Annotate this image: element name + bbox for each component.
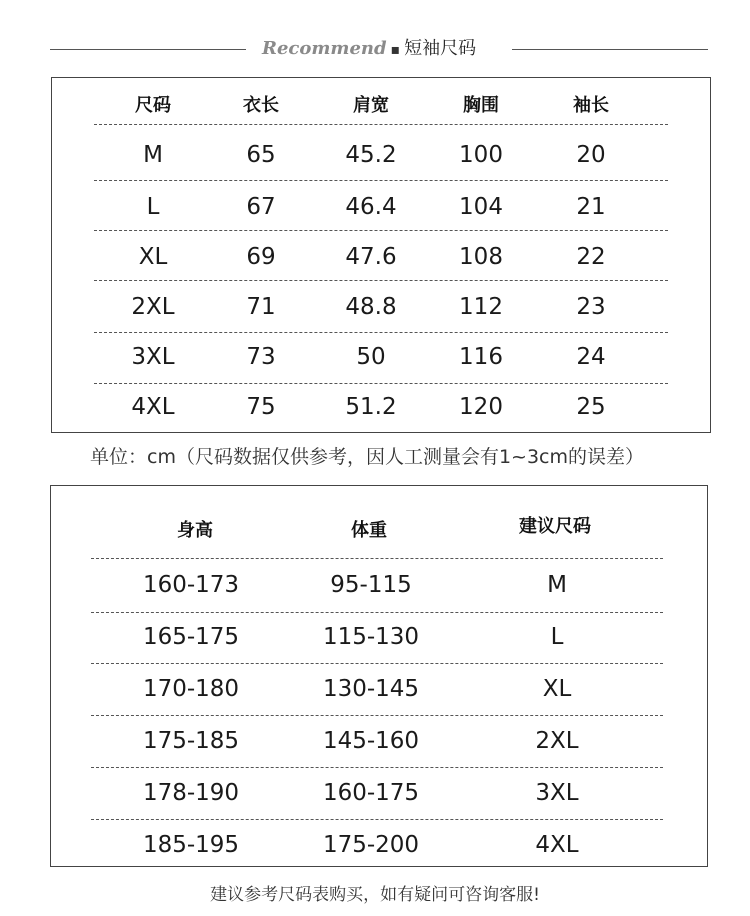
recommended-size-cell: 4XL [535, 832, 579, 858]
length-cell: 73 [246, 344, 276, 370]
purchase-advice: 建议参考尺码表购买，如有疑问可咨询客服! [210, 885, 540, 905]
length-cell: 75 [246, 394, 276, 420]
row-divider [91, 612, 663, 613]
chest-cell: 104 [459, 194, 503, 220]
size-cell: L [146, 194, 160, 220]
recommended-size-cell: 3XL [535, 780, 579, 806]
title-divider-left [50, 49, 246, 50]
size-cell: 3XL [131, 344, 175, 370]
chest-cell: 112 [459, 294, 503, 320]
shoulder-cell: 47.6 [345, 244, 397, 270]
length-cell: 67 [246, 194, 276, 220]
recommended-size-cell: 2XL [535, 728, 579, 754]
weight-cell: 175-200 [322, 832, 420, 858]
row-divider [94, 280, 668, 281]
row-divider [91, 558, 663, 559]
shoulder-cell: 50 [356, 344, 386, 370]
header-weight: 体重 [351, 520, 387, 541]
sleeve-cell: 23 [576, 294, 606, 320]
length-cell: 69 [246, 244, 276, 270]
header-size: 尺码 [135, 95, 171, 116]
sleeve-cell: 25 [576, 394, 606, 420]
sleeve-cell: 24 [576, 344, 606, 370]
chest-cell: 100 [459, 142, 503, 168]
title-row [0, 30, 750, 66]
weight-cell: 115-130 [322, 624, 420, 650]
row-divider [91, 767, 663, 768]
header-sleeve: 袖长 [573, 95, 609, 116]
length-cell: 71 [246, 294, 276, 320]
row-divider [94, 180, 668, 181]
title-divider-right [512, 49, 708, 50]
height-cell: 160-173 [142, 572, 240, 598]
height-cell: 185-195 [142, 832, 240, 858]
weight-cell: 130-145 [322, 676, 420, 702]
chest-cell: 108 [459, 244, 503, 270]
weight-cell: 160-175 [322, 780, 420, 806]
title-english: Recommend [262, 38, 387, 59]
page-title [262, 34, 476, 60]
title-separator: ▪ [390, 42, 401, 58]
size-table [51, 77, 711, 433]
row-divider [94, 383, 668, 384]
recommended-size-cell: L [550, 624, 564, 650]
title-chinese: 短袖尺码 [404, 38, 477, 59]
header-recommended-size: 建议尺码 [519, 516, 591, 537]
length-cell: 65 [246, 142, 276, 168]
recommended-size-cell: M [547, 572, 567, 598]
header-shoulder: 肩宽 [353, 95, 389, 116]
chest-cell: 120 [459, 394, 503, 420]
shoulder-cell: 45.2 [345, 142, 397, 168]
size-cell: XL [138, 244, 168, 270]
size-cell: M [143, 142, 163, 168]
header-chest: 胸围 [463, 95, 499, 116]
shoulder-cell: 51.2 [345, 394, 397, 420]
row-divider [91, 715, 663, 716]
sleeve-cell: 21 [576, 194, 606, 220]
header-length: 衣长 [243, 95, 279, 116]
chest-cell: 116 [459, 344, 503, 370]
row-divider [91, 819, 663, 820]
height-cell: 178-190 [142, 780, 240, 806]
height-cell: 170-180 [142, 676, 240, 702]
sleeve-cell: 20 [576, 142, 606, 168]
height-cell: 175-185 [142, 728, 240, 754]
row-divider [94, 332, 668, 333]
shoulder-cell: 48.8 [345, 294, 397, 320]
shoulder-cell: 46.4 [345, 194, 397, 220]
sleeve-cell: 22 [576, 244, 606, 270]
row-divider [91, 663, 663, 664]
size-cell: 2XL [131, 294, 175, 320]
row-divider [94, 230, 668, 231]
height-cell: 165-175 [142, 624, 240, 650]
header-height: 身高 [177, 520, 213, 541]
size-cell: 4XL [131, 394, 175, 420]
weight-cell: 145-160 [322, 728, 420, 754]
row-divider [94, 124, 668, 125]
recommended-size-cell: XL [542, 676, 572, 702]
weight-cell: 95-115 [330, 572, 412, 598]
measurement-note: 单位：cm（尺码数据仅供参考，因人工测量会有1~3cm的误差） [90, 446, 645, 468]
fit-table [50, 485, 708, 867]
